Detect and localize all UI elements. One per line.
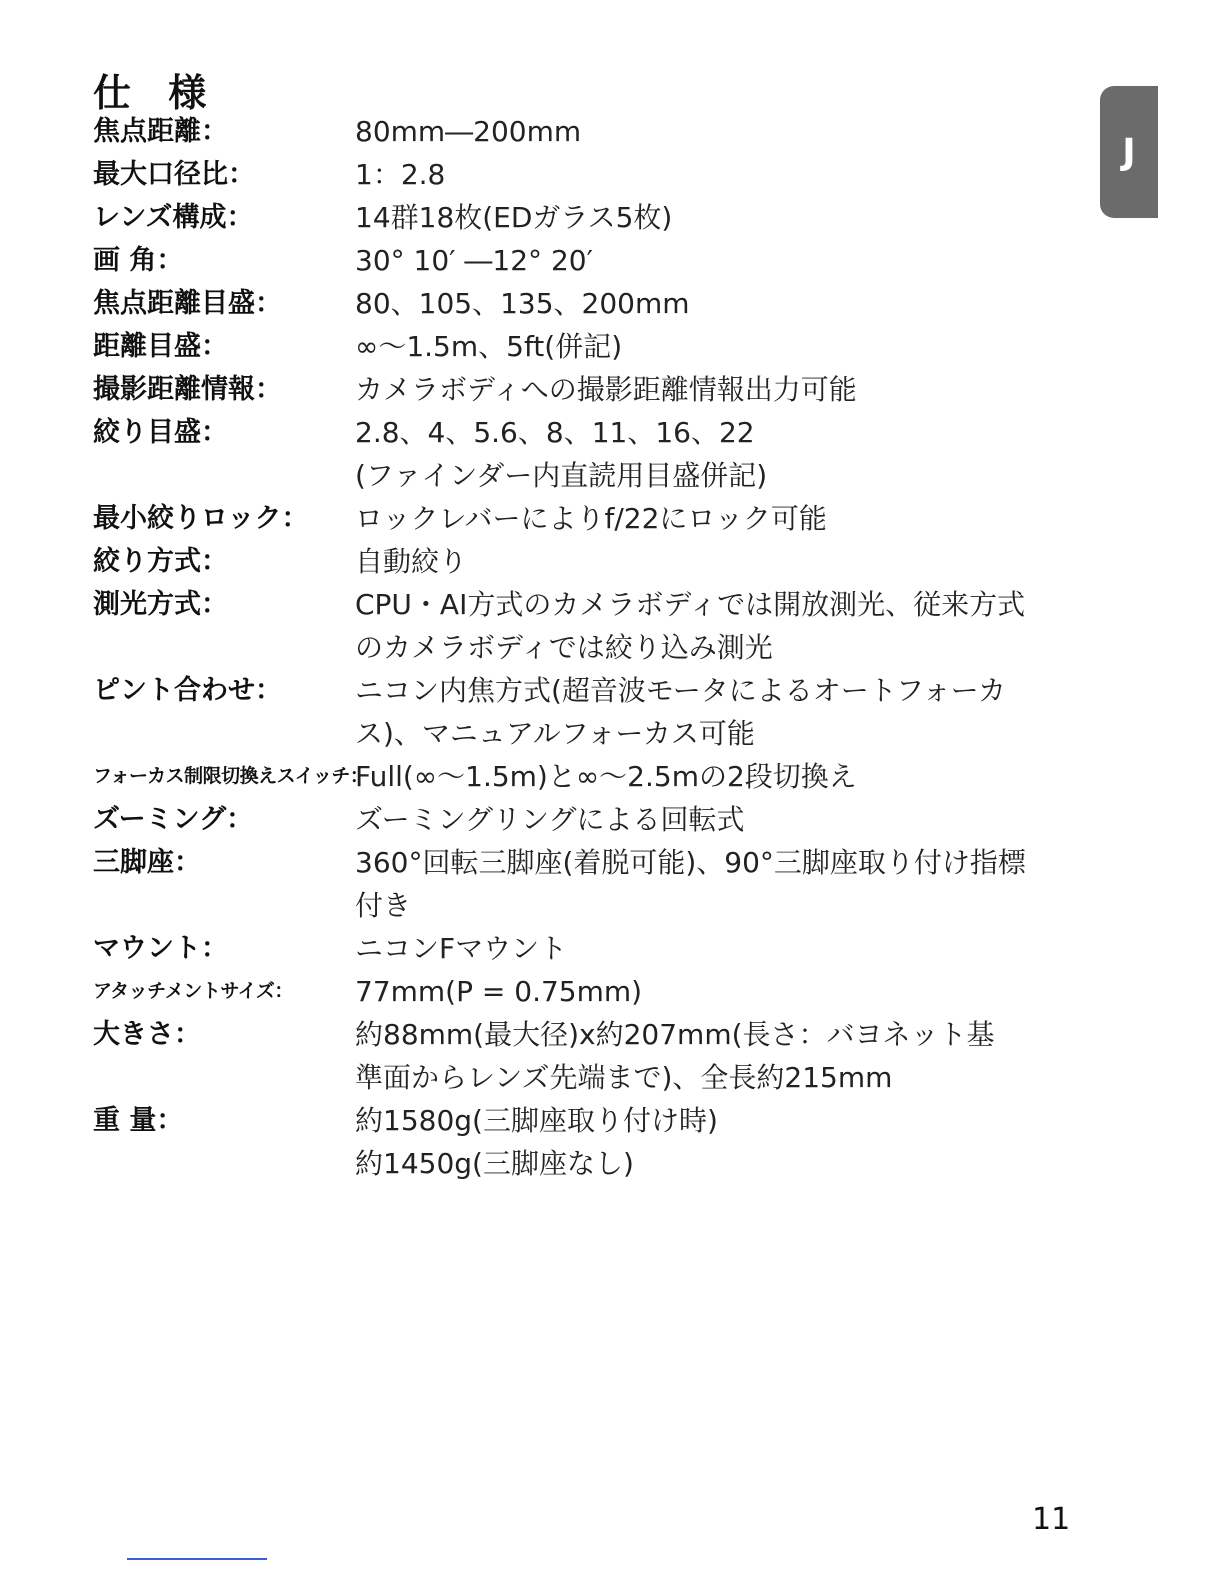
spec-value: 80mm―200mm [355, 115, 582, 148]
spec-row [93, 368, 1083, 411]
spec-values [355, 497, 1083, 540]
spec-values [355, 970, 1083, 1013]
spec-values [355, 325, 1083, 368]
spec-value: ズーミングリングによる回転式 [355, 803, 745, 836]
spec-value: 約1450g(三脚座なし) [355, 1147, 634, 1180]
spec-values [355, 841, 1083, 927]
spec-value: (ファインダー内直読用目盛併記) [355, 459, 768, 492]
bottom-rule [127, 1558, 267, 1560]
spec-label: 大きさ： [93, 1019, 201, 1050]
spec-values [355, 755, 1083, 798]
spec-label: ピント合わせ： [93, 675, 282, 706]
spec-value: 30° 10′ ―12° 20′ [355, 244, 593, 277]
spec-value: 1：2.8 [355, 158, 446, 191]
spec-row [93, 583, 1083, 669]
spec-row [93, 1099, 1083, 1185]
spec-value: 付き [355, 889, 412, 922]
spec-label: 最小絞りロック： [93, 503, 309, 534]
spec-values [355, 1013, 1083, 1099]
spec-value: カメラボディへの撮影距離情報出力可能 [355, 373, 857, 406]
spec-value: 80、105、135、200mm [355, 287, 690, 320]
spec-label: 絞り目盛： [93, 417, 228, 448]
spec-row [93, 1013, 1083, 1099]
spec-value: 準面からレンズ先端まで)、全長約215mm [355, 1061, 893, 1094]
spec-list [93, 110, 1083, 1185]
spec-values [355, 927, 1083, 970]
spec-values [355, 153, 1083, 196]
spec-value: 約88mm(最大径)x約207mm(長さ：バヨネット基 [355, 1018, 995, 1051]
page-number: 11 [1032, 1502, 1071, 1537]
spec-label: 焦点距離： [93, 116, 228, 147]
spec-value: ロックレバーによりf/22にロック可能 [355, 502, 827, 535]
spec-values [355, 1099, 1083, 1185]
spec-label: 絞り方式： [93, 546, 228, 577]
spec-row [93, 239, 1083, 282]
spec-label: レンズ構成： [93, 202, 254, 233]
spec-label: 三脚座： [93, 847, 201, 878]
spec-value: 約1580g(三脚座取り付け時) [355, 1104, 718, 1137]
spec-row [93, 411, 1083, 497]
spec-value: Full(∞～1.5m)と∞～2.5mの2段切換え [355, 760, 857, 793]
spec-values [355, 540, 1083, 583]
spec-row [93, 669, 1083, 755]
spec-values [355, 239, 1083, 282]
spec-label: フォーカス制限切換えスイッチ： [93, 765, 369, 787]
spec-row [93, 540, 1083, 583]
spec-row [93, 755, 1083, 798]
spec-label: 重 量： [93, 1105, 184, 1136]
spec-value: 77mm(P = 0.75mm) [355, 975, 643, 1008]
spec-label: 測光方式： [93, 589, 228, 620]
spec-values [355, 196, 1083, 239]
spec-label: マウント： [93, 933, 228, 964]
spec-row [93, 282, 1083, 325]
spec-row [93, 927, 1083, 970]
spec-row [93, 841, 1083, 927]
spec-row [93, 196, 1083, 239]
spec-value: ス)、マニュアルフォーカス可能 [355, 717, 755, 750]
spec-value: 14群18枚(EDガラス5枚) [355, 201, 673, 234]
spec-value: のカメラボディでは絞り込み測光 [355, 631, 773, 664]
spec-values [355, 798, 1083, 841]
spec-value: CPU・AI方式のカメラボディでは開放測光、従来方式 [355, 588, 1026, 621]
spec-values [355, 583, 1083, 669]
spec-values [355, 368, 1083, 411]
spec-label: アタッチメントサイズ： [93, 980, 293, 1002]
spec-label: 撮影距離情報： [93, 374, 282, 405]
language-tab [1100, 86, 1158, 218]
spec-label: 最大口径比： [93, 159, 255, 190]
spec-values [355, 669, 1083, 755]
page-title: 仕 様 [93, 71, 219, 115]
spec-row [93, 497, 1083, 540]
spec-value: 2.8、4、5.6、8、11、16、22 [355, 416, 755, 449]
spec-value: ∞～1.5m、5ft(併記) [355, 330, 623, 363]
spec-values [355, 411, 1083, 497]
spec-value: ニコンFマウント [355, 932, 568, 965]
spec-row [93, 970, 1083, 1013]
spec-row [93, 153, 1083, 196]
spec-value: 自動絞り [355, 545, 468, 578]
spec-value: 360°回転三脚座(着脱可能)、90°三脚座取り付け指標 [355, 846, 1026, 879]
spec-label: ズーミング： [93, 804, 254, 835]
spec-values [355, 110, 1083, 153]
spec-row [93, 325, 1083, 368]
spec-label: 距離目盛： [93, 331, 228, 362]
spec-label: 画 角： [93, 245, 184, 276]
spec-label: 焦点距離目盛： [93, 288, 282, 319]
spec-values [355, 282, 1083, 325]
spec-row [93, 798, 1083, 841]
spec-value: ニコン内焦方式(超音波モータによるオートフォーカ [355, 674, 1007, 707]
spec-row [93, 110, 1083, 153]
language-tab-label: J [1122, 131, 1136, 173]
